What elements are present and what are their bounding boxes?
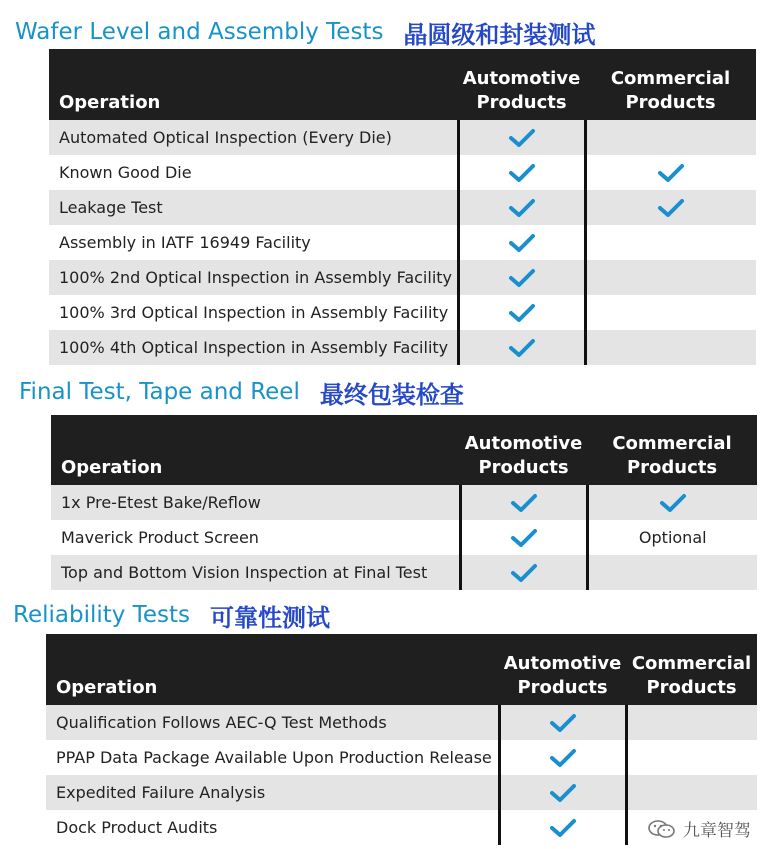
commercial-cell (585, 155, 756, 190)
check-icon (508, 302, 536, 324)
watermark-text: 九章智驾 (683, 821, 751, 841)
final-test-table (51, 415, 757, 590)
table-row (49, 225, 756, 260)
check-icon (508, 127, 536, 149)
automotive-cell (458, 330, 585, 365)
commercial-cell (585, 190, 756, 225)
section-title-en: Wafer Level and Assembly Tests (15, 19, 384, 45)
commercial-cell (587, 520, 757, 555)
check-icon (508, 337, 536, 359)
table-row (49, 120, 756, 155)
reliability-tests-table (46, 634, 757, 845)
section-heading-reliability (13, 597, 330, 633)
section-title-zh: 最终包装检查 (319, 380, 464, 409)
operation-cell: Assembly in IATF 16949 Facility (49, 225, 458, 260)
check-icon (508, 197, 536, 219)
header-commercial: Commercial Products (587, 415, 757, 485)
automotive-cell (458, 190, 585, 225)
check-icon (508, 162, 536, 184)
operation-cell: 100% 3rd Optical Inspection in Assembly Facility (49, 295, 458, 330)
check-icon (508, 232, 536, 254)
automotive-cell (460, 520, 587, 555)
header-operation: Operation (49, 49, 458, 120)
operation-cell: Automated Optical Inspection (Every Die) (49, 120, 458, 155)
automotive-cell (460, 555, 587, 590)
commercial-cell (587, 485, 757, 520)
operation-cell: Top and Bottom Vision Inspection at Final Test (51, 555, 460, 590)
check-icon (659, 492, 687, 514)
table-row (46, 740, 757, 775)
check-icon (510, 562, 538, 584)
automotive-cell (499, 775, 626, 810)
commercial-cell (585, 120, 756, 155)
wechat-icon (647, 819, 677, 839)
table-row (49, 260, 756, 295)
header-automotive: Automotive Products (458, 49, 585, 120)
header-commercial: Commercial Products (585, 49, 756, 120)
automotive-cell (458, 225, 585, 260)
section-heading-wafer (15, 14, 595, 50)
header-commercial: Commercial Products (626, 634, 757, 705)
table-row (49, 330, 756, 365)
table-row (51, 555, 757, 590)
operation-cell: Known Good Die (49, 155, 458, 190)
operation-cell: 100% 2nd Optical Inspection in Assembly Facility (49, 260, 458, 295)
operation-cell: Leakage Test (49, 190, 458, 225)
commercial-cell (585, 295, 756, 330)
section-title-en: Final Test, Tape and Reel (19, 379, 300, 405)
automotive-cell (458, 260, 585, 295)
operation-cell: Maverick Product Screen (51, 520, 460, 555)
commercial-cell (626, 775, 757, 810)
automotive-cell (460, 485, 587, 520)
commercial-cell (585, 260, 756, 295)
check-icon (549, 817, 577, 839)
commercial-cell (585, 330, 756, 365)
check-icon (549, 712, 577, 734)
section-title-zh: 晶圆级和封装测试 (403, 20, 596, 49)
operation-cell: Qualification Follows AEC-Q Test Methods (46, 705, 499, 740)
table-row (46, 705, 757, 740)
check-icon (508, 267, 536, 289)
commercial-cell (626, 740, 757, 775)
section-heading-final (19, 374, 464, 410)
optional-label: Optional (638, 528, 707, 547)
commercial-cell (585, 225, 756, 260)
automotive-cell (458, 155, 585, 190)
table-row (51, 485, 757, 520)
check-icon (510, 492, 538, 514)
table-row (49, 190, 756, 225)
operation-cell: 100% 4th Optical Inspection in Assembly Facility (49, 330, 458, 365)
table-row (49, 295, 756, 330)
watermark (647, 816, 751, 841)
automotive-cell (458, 120, 585, 155)
automotive-cell (458, 295, 585, 330)
check-icon (657, 162, 685, 184)
header-operation: Operation (46, 634, 499, 705)
table-row (51, 520, 757, 555)
section-title-en: Reliability Tests (13, 602, 190, 628)
commercial-cell (626, 705, 757, 740)
check-icon (657, 197, 685, 219)
operation-cell: 1x Pre-Etest Bake/Reflow (51, 485, 460, 520)
automotive-cell (499, 810, 626, 845)
operation-cell: PPAP Data Package Available Upon Production Release (46, 740, 499, 775)
header-automotive: Automotive Products (499, 634, 626, 705)
operation-cell: Expedited Failure Analysis (46, 775, 499, 810)
operation-cell: Dock Product Audits (46, 810, 499, 845)
table-row (46, 775, 757, 810)
section-title-zh: 可靠性测试 (209, 603, 330, 632)
check-icon (549, 747, 577, 769)
header-automotive: Automotive Products (460, 415, 587, 485)
header-operation: Operation (51, 415, 460, 485)
automotive-cell (499, 705, 626, 740)
commercial-cell (587, 555, 757, 590)
check-icon (549, 782, 577, 804)
automotive-cell (499, 740, 626, 775)
check-icon (510, 527, 538, 549)
table-row (49, 155, 756, 190)
wafer-tests-table (49, 49, 756, 365)
